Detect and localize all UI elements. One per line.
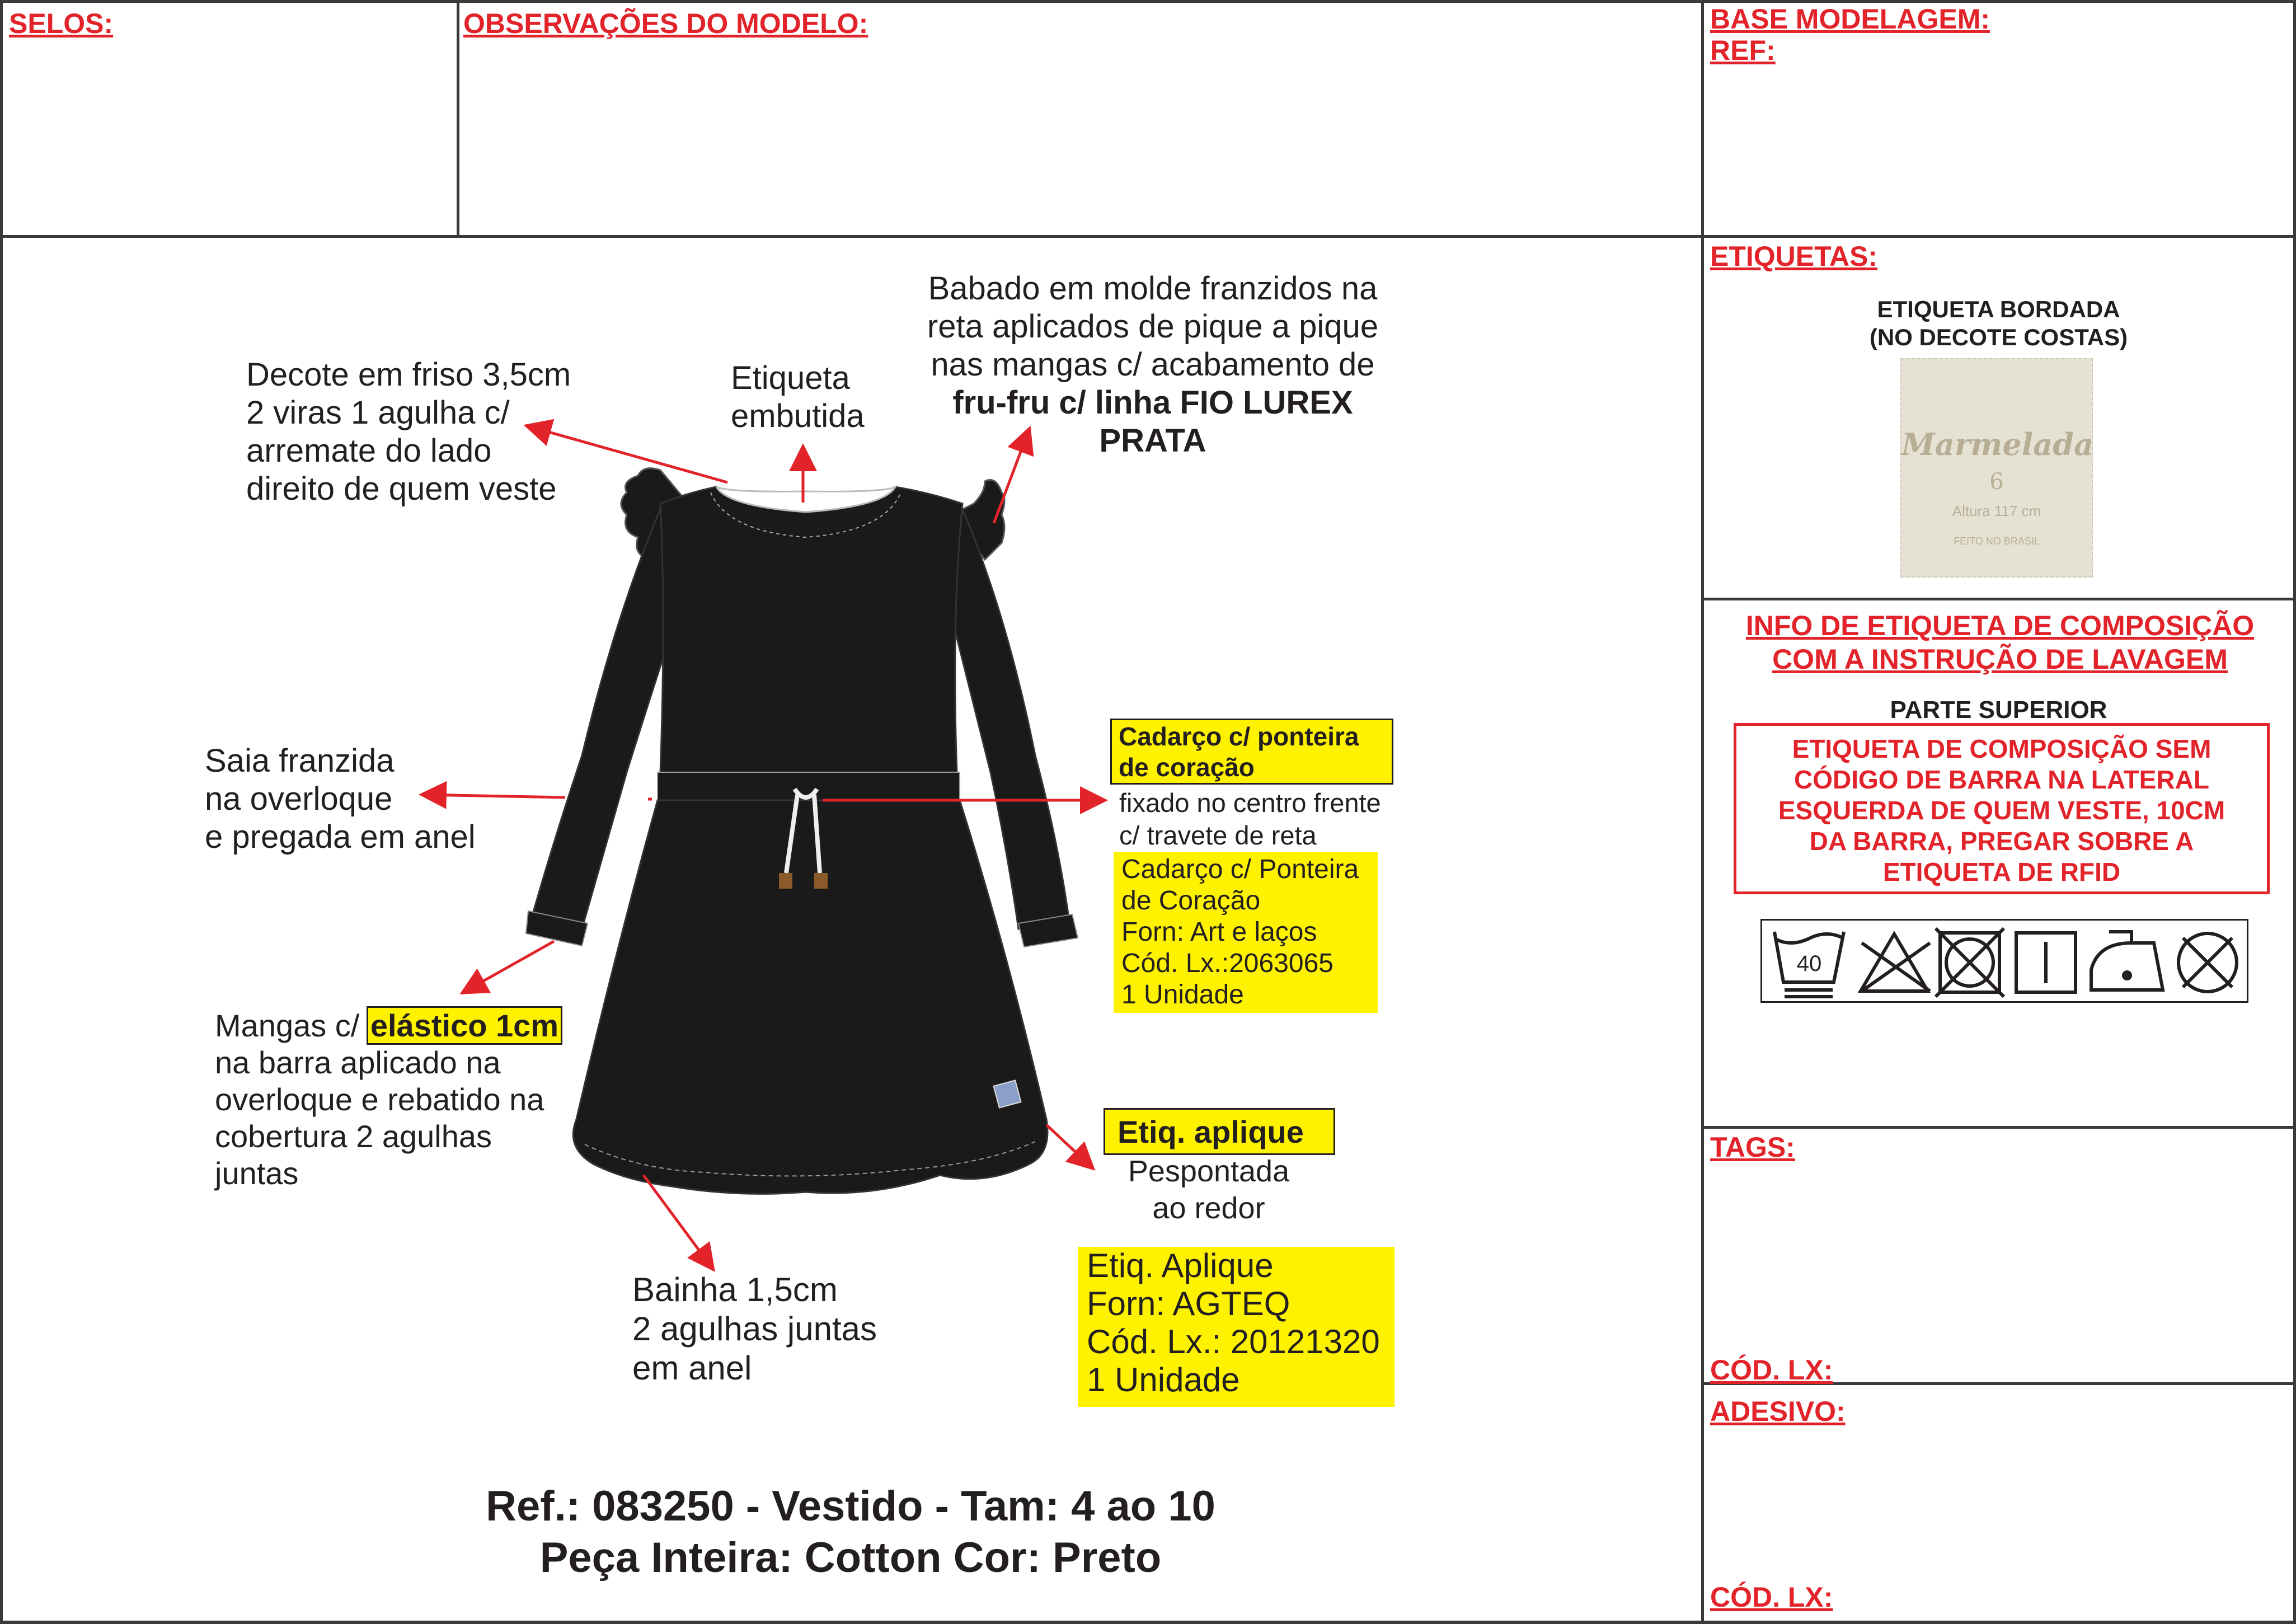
brand-label-image	[1900, 358, 2093, 578]
decote-annotation	[246, 356, 571, 508]
mangas-line: cobertura 2 agulhas	[215, 1119, 492, 1154]
etiq-aplique-description	[1097, 1153, 1321, 1227]
mangas-line: na barra aplicado na	[215, 1045, 501, 1080]
wash-40-icon	[1774, 932, 1844, 997]
cadarco-title-line: de coração	[1119, 753, 1255, 782]
cadarco-description	[1119, 787, 1381, 852]
bodice	[660, 487, 962, 772]
brand-label-name: Marmelada	[1901, 426, 2093, 462]
saia-line: Saia franzida	[205, 743, 395, 779]
etiq-aplique-desc-line: ao redor	[1152, 1191, 1265, 1225]
decote-line: Decote em friso 3,5cm	[246, 356, 571, 393]
etiq-aplique-info-line: Cód. Lx.: 20121320	[1087, 1323, 1380, 1360]
composicao-box-line: ETIQUETA DE COMPOSIÇÃO SEM	[1792, 734, 2212, 763]
parte-superior-label: PARTE SUPERIOR	[1890, 696, 2107, 724]
mangas-prefix: Mangas c/	[215, 1008, 368, 1043]
tags-header: TAGS:	[1710, 1132, 1795, 1163]
etiqueta-bordada-title-line: (NO DECOTE COSTAS)	[1869, 324, 2128, 350]
composicao-red-box	[1734, 723, 2270, 894]
etiqueta-embutida-line: embutida	[731, 398, 865, 434]
cod-lx-tags: CÓD. LX:	[1710, 1354, 1833, 1386]
cadarco-info-line: 1 Unidade	[1121, 980, 1244, 1010]
saia-line: na overloque	[205, 781, 393, 817]
applique-patch	[994, 1081, 1021, 1108]
mangas-first-line	[215, 1007, 561, 1044]
saia-line: e pregada em anel	[205, 819, 476, 855]
cadarco-title-box	[1110, 719, 1393, 785]
etiq-aplique-info-box	[1078, 1247, 1394, 1407]
decote-line: 2 viras 1 agulha c/	[246, 395, 510, 431]
etiq-aplique-info-line: 1 Unidade	[1087, 1361, 1240, 1398]
etiqueta-bordada-title	[1701, 295, 2296, 351]
no-dry-clean-icon	[2178, 933, 2237, 992]
cadarco-info-line: de Coração	[1121, 886, 1261, 916]
bainha-annotation	[632, 1270, 877, 1388]
footer-title	[0, 1481, 1701, 1584]
cadarco-info-line: Cód. Lx.:2063065	[1121, 949, 1334, 978]
etiqueta-bordada-title-line: ETIQUETA BORDADA	[1877, 296, 2120, 322]
line-dry-icon	[2016, 933, 2076, 992]
babado-line: reta aplicados de pique a pique	[927, 308, 1379, 345]
right-column-divider	[1701, 0, 1704, 1624]
info-composicao-header-1: INFO DE ETIQUETA DE COMPOSIÇÃO	[1745, 610, 2255, 641]
etiqueta-embutida-annotation	[731, 359, 865, 435]
babado-bold-line: fru-fru c/ linha FIO LUREX	[952, 384, 1353, 421]
etiq-aplique-desc-line: Pespontada	[1128, 1154, 1290, 1188]
decote-line: arremate do lado	[246, 433, 492, 469]
dress-drawing	[526, 468, 1078, 1194]
info-composicao-header-2: COM A INSTRUÇÃO DE LAVAGEM	[1772, 644, 2228, 675]
arrow-mangas	[464, 941, 554, 992]
bainha-line: 2 agulhas juntas	[632, 1310, 877, 1348]
composicao-box-line: CÓDIGO DE BARRA NA LATERAL	[1794, 765, 2209, 794]
babado-line: nas mangas c/ acabamento de	[931, 346, 1375, 383]
decote-line: direito de quem veste	[246, 471, 557, 507]
mangas-line: juntas	[215, 1156, 299, 1191]
footer-ref-line: Ref.: 083250 - Vestido - Tam: 4 ao 10	[486, 1482, 1215, 1530]
composicao-box-line: DA BARRA, PREGAR SOBRE A	[1809, 827, 2194, 856]
cadarco-info-line: Cadarço c/ Ponteira	[1121, 855, 1359, 884]
observacoes-header: OBSERVAÇÕES DO MODELO:	[463, 8, 868, 39]
composicao-divider	[1701, 1126, 2296, 1129]
cod-lx-adesivo: CÓD. LX:	[1710, 1581, 1833, 1613]
mangas-highlight: elástico 1cm	[368, 1008, 561, 1043]
cadarco-desc-line: c/ travete de reta	[1119, 820, 1317, 850]
composicao-box-line: ESQUERDA DE QUEM VESTE, 10CM	[1778, 796, 2225, 825]
brand-label-made: FEITO NO BRASIL	[1954, 536, 2040, 547]
etiquetas-header: ETIQUETAS:	[1710, 241, 1878, 272]
etiq-aplique-info-line: Etiq. Aplique	[1087, 1247, 1274, 1284]
selos-header: SELOS:	[9, 8, 114, 39]
cadarco-desc-line: fixado no centro frente	[1119, 788, 1381, 818]
care-symbols-strip	[1760, 919, 2248, 1003]
iron-low-icon	[2091, 932, 2163, 990]
frame-right	[2293, 0, 2296, 1624]
bainha-line: em anel	[632, 1349, 752, 1387]
no-bleach-icon	[1861, 934, 1930, 991]
etiq-aplique-info-line: Forn: AGTEQ	[1087, 1285, 1290, 1322]
etiqueta-embutida-line: Etiqueta	[731, 360, 850, 396]
babado-line: Babado em molde franzidos na	[928, 270, 1378, 307]
arrow-etiq-aplique	[1046, 1125, 1091, 1167]
cadarco-info-line: Forn: Art e laços	[1121, 917, 1317, 947]
ref-header: REF:	[1710, 35, 1776, 66]
footer-material-line: Peça Inteira: Cotton Cor: Preto	[539, 1534, 1162, 1581]
etiq-aplique-title-box: Etiq. aplique	[1104, 1108, 1335, 1155]
brand-label-height: Altura 117 cm	[1952, 503, 2041, 519]
skirt	[573, 800, 1048, 1194]
mangas-line: overloque e rebatido na	[215, 1082, 544, 1117]
wash-temp-text: 40	[1796, 951, 1822, 976]
adesivo-header: ADESIVO:	[1710, 1396, 1846, 1427]
base-modelagem-header: BASE MODELAGEM:	[1710, 3, 1990, 35]
mangas-annotation	[215, 1007, 561, 1192]
brand-label-size: 6	[1989, 469, 2004, 495]
etiquetas-divider	[1701, 598, 2296, 600]
cadarco-info-box	[1114, 852, 1378, 1013]
no-tumble-dry-icon	[1936, 928, 2004, 997]
saia-annotation	[205, 742, 476, 856]
composicao-box-line: ETIQUETA DE RFID	[1882, 857, 2121, 886]
cadarco-title-line: Cadarço c/ ponteira	[1119, 722, 1359, 751]
babado-annotation	[907, 270, 1399, 460]
babado-bold-line: PRATA	[1099, 423, 1206, 459]
bainha-line: Bainha 1,5cm	[632, 1271, 838, 1308]
